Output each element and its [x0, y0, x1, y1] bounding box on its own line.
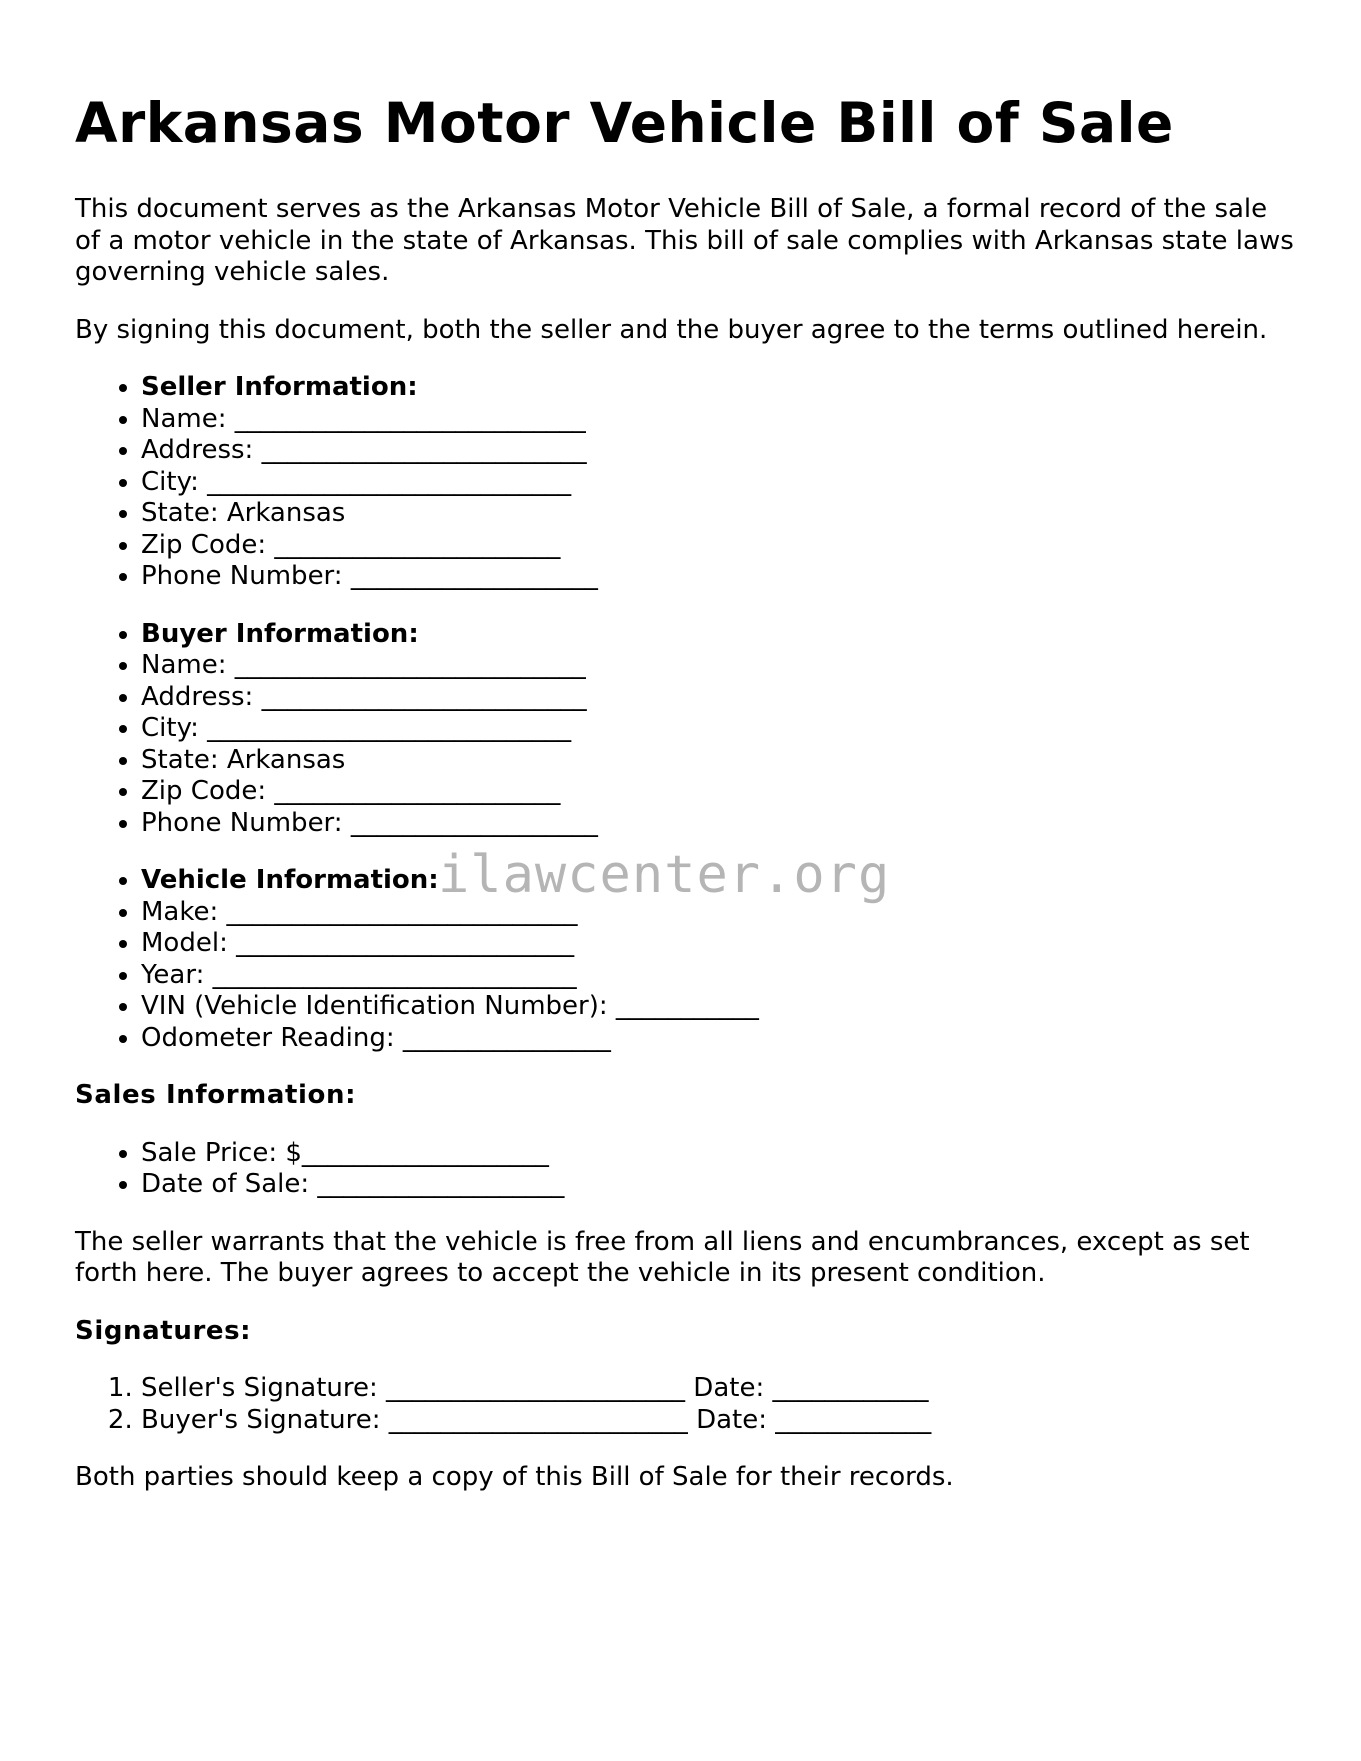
vehicle-make-field: • Make: ___________________________ — [141, 897, 1295, 929]
sale-price-field: • Sale Price: $___________________ — [141, 1138, 1295, 1170]
buyer-info-list — [75, 619, 1295, 840]
signatures-list — [75, 1373, 1295, 1436]
buyer-state-field: • State: Arkansas — [141, 745, 1295, 777]
seller-address-field: • Address: _________________________ — [141, 435, 1295, 467]
seller-city-field: • City: ____________________________ — [141, 467, 1295, 499]
seller-name-field: • Name: ___________________________ — [141, 404, 1295, 436]
seller-state-field: • State: Arkansas — [141, 498, 1295, 530]
closing-paragraph: Both parties should keep a copy of this Bill of Sale for their records. — [75, 1462, 954, 1492]
sale-date-field: • Date of Sale: ___________________ — [141, 1169, 1295, 1201]
agreement-paragraph: By signing this document, both the seller and the buyer agree to the terms outlined herein. — [75, 314, 1268, 345]
sales-info-list — [75, 1138, 1295, 1201]
buyer-address-field: • Address: _________________________ — [141, 682, 1295, 714]
vehicle-info-list — [75, 865, 1295, 1054]
seller-signature-line: 1. Seller's Signature: _______________________ Date: ____________ — [141, 1373, 1295, 1405]
document-title: Arkansas Motor Vehicle Bill of Sale — [75, 91, 1174, 155]
seller-info-list — [75, 372, 1295, 593]
document-page — [75, 90, 1295, 1520]
buyer-info-heading: • Buyer Information: — [141, 619, 1295, 651]
warranty-paragraph: The seller warrants that the vehicle is free from all liens and encumbrances, except as set forth here. The buyer agrees to accept the vehicle in its present condition. — [75, 1226, 1250, 1288]
vehicle-model-field: • Model: __________________________ — [141, 928, 1295, 960]
seller-phone-field: • Phone Number: ___________________ — [141, 561, 1295, 593]
vehicle-info-heading: • Vehicle Information: — [141, 865, 1295, 897]
vehicle-odometer-field: • Odometer Reading: ________________ — [141, 1023, 1295, 1055]
buyer-signature-line: 2. Buyer's Signature: _______________________ Date: ____________ — [141, 1405, 1295, 1437]
seller-zip-field: • Zip Code: ______________________ — [141, 530, 1295, 562]
vehicle-year-field: • Year: ____________________________ — [141, 960, 1295, 992]
buyer-phone-field: • Phone Number: ___________________ — [141, 808, 1295, 840]
buyer-city-field: • City: ____________________________ — [141, 713, 1295, 745]
buyer-zip-field: • Zip Code: ______________________ — [141, 776, 1295, 808]
signatures-heading: Signatures: — [75, 1315, 252, 1346]
watermark-text: ilawcenter.org — [438, 845, 891, 905]
intro-paragraph: This document serves as the Arkansas Motor Vehicle Bill of Sale, a formal record of the sale of a motor vehicle in the state of Arkansas. This bill of sale complies with Arkansas state laws governing vehicle sales. — [75, 194, 1294, 287]
vehicle-vin-field: • VIN (Vehicle Identification Number): ___________ — [141, 991, 1295, 1023]
buyer-name-field: • Name: ___________________________ — [141, 650, 1295, 682]
seller-info-heading: • Seller Information: — [141, 372, 1295, 404]
sales-info-heading: Sales Information: — [75, 1080, 357, 1110]
